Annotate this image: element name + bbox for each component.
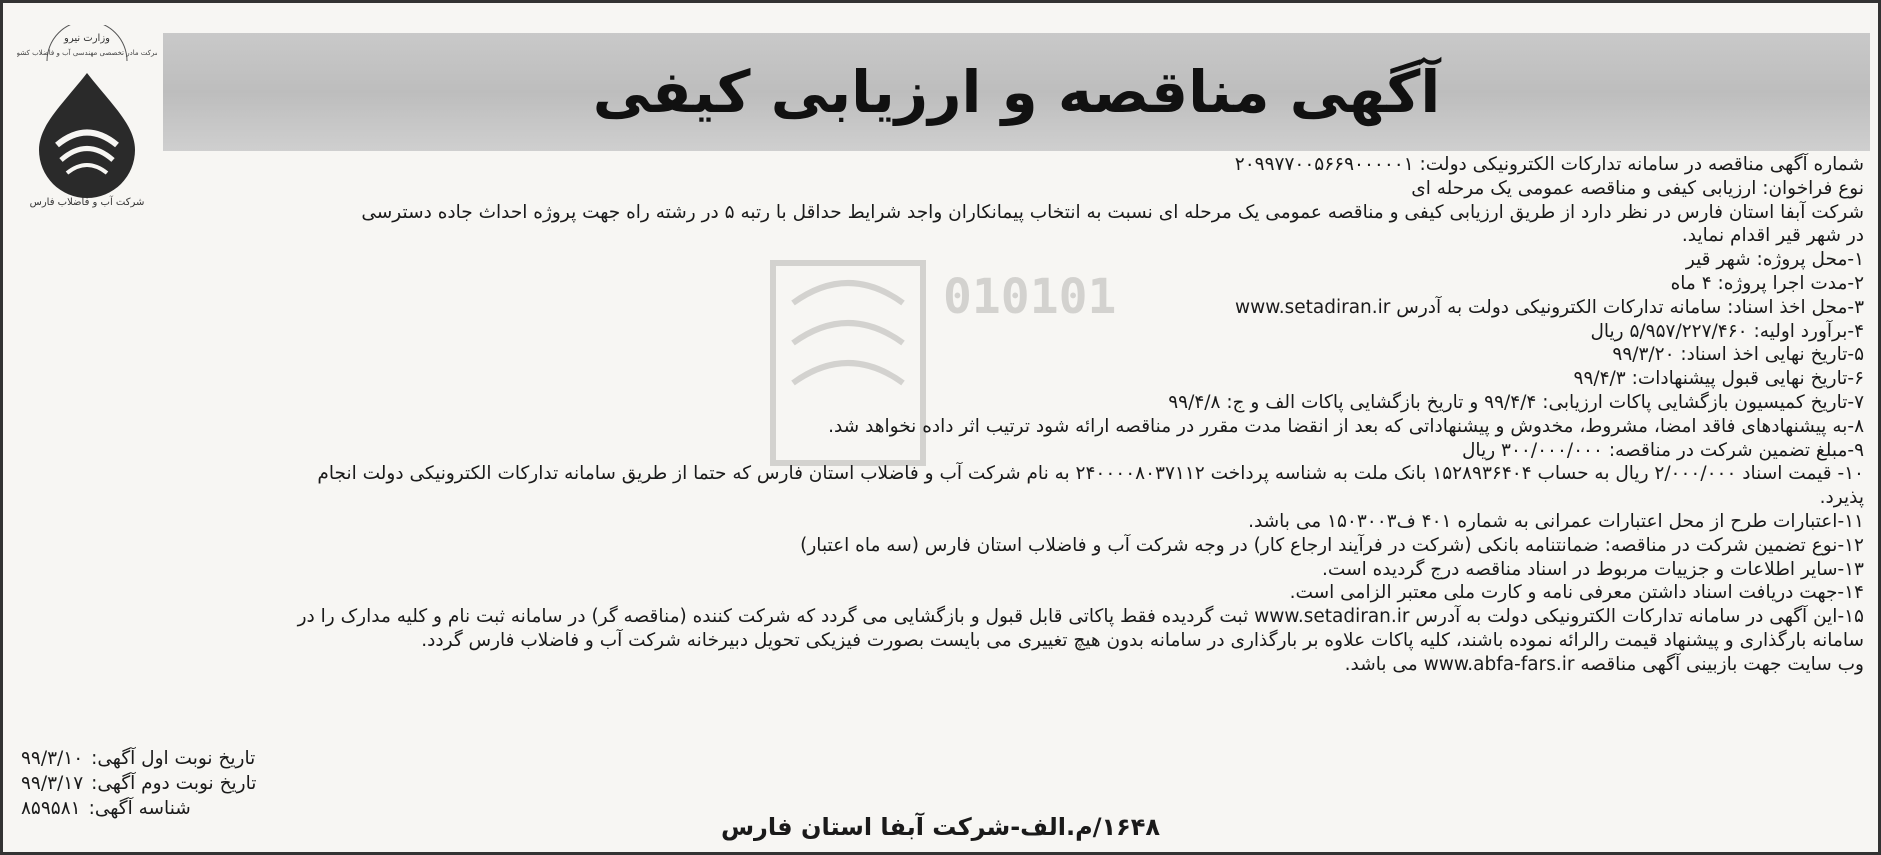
notice-id-value: ۸۵۹۵۸۱ bbox=[21, 798, 81, 819]
notice-line: ۲-مدت اجرا پروژه: ۴ ماه bbox=[1670, 272, 1864, 294]
first-date-row bbox=[21, 746, 321, 771]
notice-id-label: شناسه آگهی: bbox=[88, 798, 191, 819]
notice-line: ۵-تاریخ نهایی اخذ اسناد: ۹۹/۳/۲۰ bbox=[1612, 344, 1864, 366]
logo-bottom-text: شرکت آب و فاضلاب فارس bbox=[29, 197, 145, 208]
notice-line: ۱۲-نوع تضمین شرکت در مناقصه: ضمانتنامه بانکی (شرکت در فرآیند ارجاع کار) در وجه شرکت آب و فاضلاب استان فارس (سه ماه اعتبار) bbox=[800, 534, 1864, 556]
notice-body bbox=[17, 153, 1864, 677]
notice-line: ۳-محل اخذ اسناد: سامانه تدارکات الکترونیکی دولت به آدرس www.setadiran.ir bbox=[1235, 296, 1864, 318]
notice-line: وب سایت جهت بازبینی آگهی مناقصه www.abfa-fars.ir می باشد. bbox=[1344, 653, 1864, 675]
first-date-value: ۹۹/۳/۱۰ bbox=[21, 748, 84, 769]
notice-line: در شهر قیر اقدام نماید. bbox=[1681, 225, 1864, 247]
title-bar bbox=[163, 33, 1870, 151]
notice-line: ۴-برآورد اولیه: ۵/۹۵۷/۲۲۷/۴۶۰ ریال bbox=[1590, 320, 1864, 342]
notice-line: ۷-تاریخ کمیسیون بازگشایی پاکات ارزیابی: ۹۹/۴/۴ و تاریخ بازگشایی پاکات الف و ج: ۹۹/۴/۸ bbox=[1168, 391, 1864, 413]
page-title: آگهی مناقصه و ارزیابی کیفی bbox=[592, 58, 1441, 126]
watermark-digits: 010101 bbox=[943, 269, 1117, 325]
notice-line: شرکت آبفا استان فارس در نظر دارد از طریق ارزیابی کیفی و مناقصه عمومی یک مرحله ای نسبت به انتخاب پیمانکاران واجد شرایط حداقل با رتبه ۵ در رشته راه جهت پروژه احداث جاده دسترسی bbox=[361, 201, 1864, 223]
notice-line: ۹-مبلغ تضمین شرکت در مناقصه: ۳۰۰/۰۰۰/۰۰۰ ریال bbox=[1461, 439, 1864, 461]
logo-arc-text: شرکت مادر تخصصی مهندسی آب و فاضلاب کشور bbox=[17, 49, 157, 57]
notice-line: ۶-تاریخ نهایی قبول پیشنهادات: ۹۹/۴/۳ bbox=[1573, 368, 1864, 390]
notice-line: نوع فراخوان: ارزیابی کیفی و مناقصه عمومی یک مرحله ای bbox=[1411, 177, 1864, 199]
notice-line: ۱۴-جهت دریافت اسناد داشتن معرفی نامه و کارت ملی معتبر الزامی است. bbox=[1289, 582, 1864, 604]
footer-signature: ۱۶۴۸/م.الف-شرکت آبفا استان فارس bbox=[720, 813, 1161, 841]
second-date-value: ۹۹/۳/۱۷ bbox=[21, 773, 84, 794]
notice-line: ۱۰- قیمت اسناد ۲/۰۰۰/۰۰۰ ریال به حساب ۱۵۲۸۹۳۶۴۰۴ بانک ملت به شناسه پرداخت ۲۴۰۰۰۰۸۰۳۷۱۱۲ به نام شرکت آب و فاضلاب استان فارس که حتما از طریق سامانه تدارکات الکترونیکی دولت انجام bbox=[317, 463, 1864, 485]
notice-line: ۱-محل پروژه: شهر قیر bbox=[1685, 249, 1864, 271]
publication-dates bbox=[21, 746, 321, 821]
notice-line: ۸-به پیشنهادهای فاقد امضا، مشروط، مخدوش و پیشنهاداتی که بعد از انقضا مدت مقرر در مناقصه ارائه شود ترتیب اثر داده نخواهد شد. bbox=[828, 415, 1864, 437]
notice-line: سامانه بارگذاری و پیشنهاد قیمت رالرائه نموده باشند، کلیه پاکات علاوه بر بارگذاری در سامانه بدون هیچ تغییری می بایست بصورت فیزیکی تحویل دبیرخانه شرکت آب و فاضلاب فارس گردد. bbox=[421, 629, 1864, 651]
notice-line: ۱۱-اعتبارات طرح از محل اعتبارات عمرانی به شماره ۴۰۱ ف۱۵۰۳۰۰۳ می باشد. bbox=[1248, 510, 1864, 532]
notice-line: پذیرد. bbox=[1819, 487, 1864, 509]
first-date-label: تاریخ نوبت اول آگهی: bbox=[91, 748, 256, 769]
notice-line: ۱۳-سایر اطلاعات و جزییات مربوط در اسناد مناقصه درج گردیده است. bbox=[1322, 558, 1864, 580]
second-date-label: تاریخ نوبت دوم آگهی: bbox=[91, 773, 257, 794]
logo-top-text: وزارت نیرو bbox=[63, 33, 111, 44]
notice-line: ۱۵-این آگهی در سامانه تدارکات الکترونیکی دولت به آدرس www.setadiran.ir ثبت گردیده فقط پاکاتی قابل قبول و بازگشایی می گردد که شرکت کننده (مناقصه گر) در سامانه ثبت نام و کلیه مدارک را در bbox=[297, 606, 1864, 628]
notice-line: شماره آگهی مناقصه در سامانه تدارکات الکترونیکی دولت: ۲۰۹۹۷۷۰۰۵۶۶۹۰۰۰۰۰۱ bbox=[1234, 154, 1864, 175]
second-date-row bbox=[21, 771, 321, 796]
